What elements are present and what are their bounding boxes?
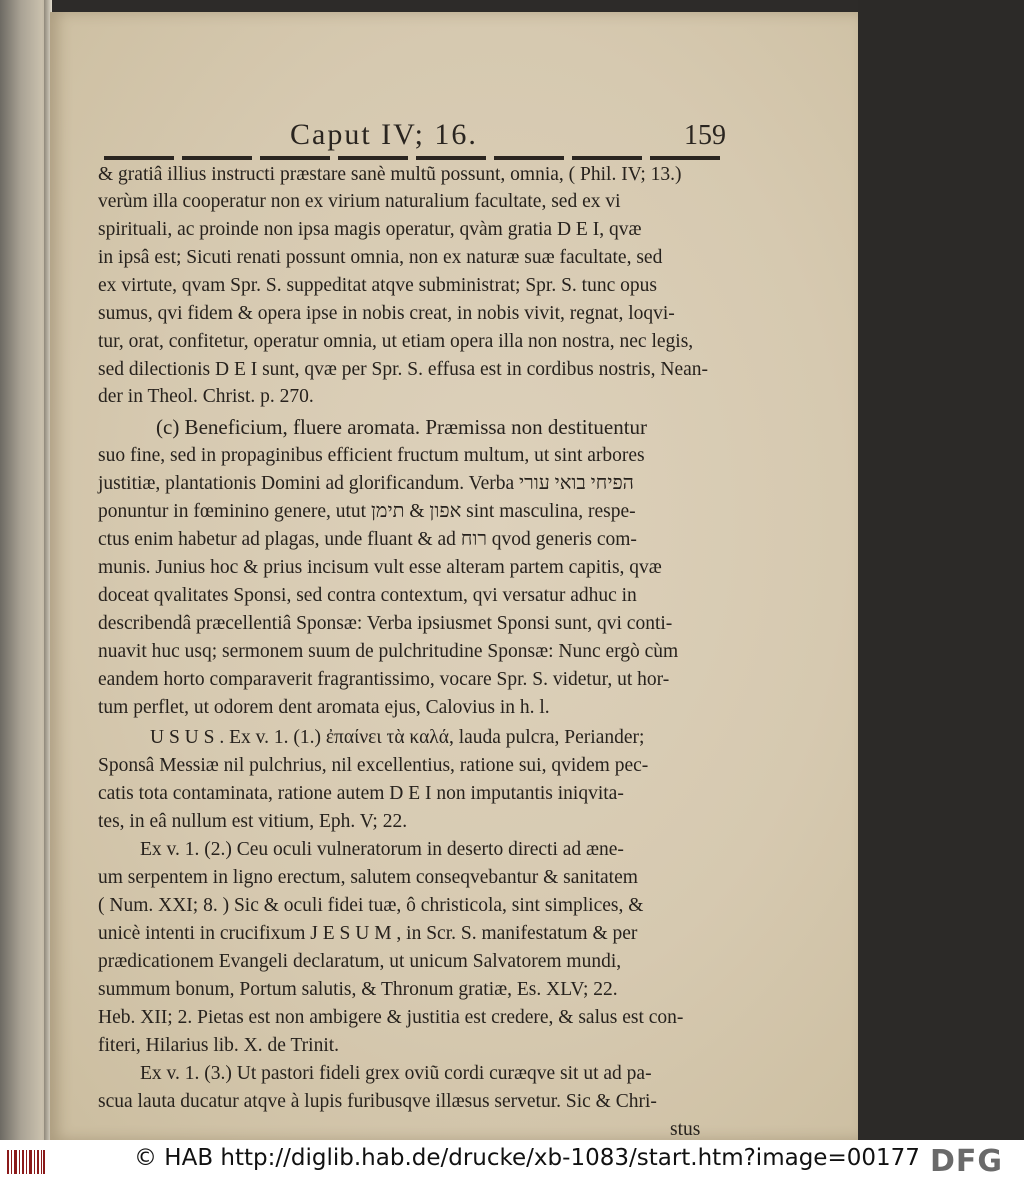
text-line: Sponsâ Messiæ nil pulchrius, nil excellentius, ratione sui, qvidem pec- [98, 755, 649, 776]
text-line: justitiæ, plantationis Domini ad glorificandum. Verba הפיחי בואי עורי [98, 473, 634, 494]
text-line: suo fine, sed in propaginibus efficient fructum multum, ut sint arbores [98, 445, 645, 466]
text-line: sumus, qvi fidem & opera ipse in nobis creat, in nobis vivit, regnat, loqvi- [98, 303, 675, 324]
text-line: summum bonum, Portum salutis, & Thronum gratiæ, Es. XLV; 22. [98, 979, 618, 1000]
text-line: in ipsâ est; Sicuti renati possunt omnia, non ex naturæ suæ facultate, sed [98, 247, 663, 268]
text-line: der in Theol. Christ. p. 270. [98, 386, 314, 407]
text-line: ctus enim habetur ad plagas, unde fluant & ad רוח qvod generis com- [98, 529, 637, 550]
text-line: spirituali, ac proinde non ipsa magis operatur, qvàm gratia D E I, qvæ [98, 219, 642, 240]
text-line: prædicationem Evangeli declaratum, ut unicum Salvatorem mundi, [98, 951, 622, 972]
text-line: Heb. XII; 2. Pietas est non ambigere & justitia est credere, & salus est con- [98, 1007, 684, 1028]
text-line: tes, in eâ nullum est vitium, Eph. V; 22. [98, 811, 408, 832]
text-line: fiteri, Hilarius lib. X. de Trinit. [98, 1035, 340, 1056]
text-line: eandem horto comparaverit fragrantissimo, vocare Spr. S. videtur, ut hor- [98, 669, 670, 690]
text-line: verùm illa cooperatur non ex virium naturalium facultate, sed ex vi [98, 191, 621, 212]
text-line: & gratiâ illius instructi præstare sanè multũ possunt, omnia, ( Phil. IV; 13.) [98, 164, 682, 185]
page-header [290, 118, 726, 158]
text-line: tum perflet, ut odorem dent aromata ejus, Calovius in h. l. [98, 697, 550, 718]
dfg-logo: DFG [930, 1144, 1004, 1179]
text-line: ( Num. XXI; 8. ) Sic & oculi fidei tuæ, ô christicola, sint simplices, & [98, 895, 644, 916]
text-line: Ex v. 1. (3.) Ut pastori fideli grex oviũ cordi curæqve sit ut ad pa- [140, 1063, 652, 1084]
text-line: ponuntur in fœminino genere, utut אפון & תימן sint masculina, respe- [98, 501, 636, 522]
text-line: (c) Beneficium, fluere aromata. Præmissa non destituentur [156, 415, 648, 439]
text-line: Ex v. 1. (2.) Ceu oculi vulneratorum in deserto directi ad æne- [140, 839, 624, 860]
text-line: scua lauta ducatur atqve à lupis furibusqve illæsus servetur. Sic & Chri- [98, 1091, 657, 1112]
text-line: ex virtute, qvam Spr. S. suppeditat atqve subministrat; Spr. S. tunc opus [98, 275, 657, 296]
running-title: Caput IV; 16. [290, 118, 478, 151]
text-line: um serpentem in ligno erectum, salutem conseqvebantur & sanitatem [98, 867, 638, 888]
text-line: nuavit huc usq; sermonem suum de pulchritudine Sponsæ: Nunc ergò cùm [98, 641, 679, 662]
text-line: describendâ præcellentiâ Sponsæ: Verba ipsiusmet Sponsi sunt, qvi conti- [98, 613, 673, 634]
text-line: tur, orat, confitetur, operatur omnia, ut etiam opera illa non nostra, nec legis, [98, 331, 694, 352]
footer-bar [0, 1140, 1024, 1182]
text-line: U S U S . Ex v. 1. (1.) ἐπαίνει τὰ καλά, lauda pulcra, Periander; [150, 727, 645, 748]
text-line: doceat qvalitates Sponsi, sed contra contextum, qvi versatur adhuc in [98, 585, 637, 606]
copyright-url: © HAB http://diglib.hab.de/drucke/xb-1083/start.htm?image=00177 [134, 1145, 920, 1171]
dark-background [858, 0, 1024, 1140]
text-line: catis tota contaminata, ratione autem D E I non imputantis iniqvita- [98, 783, 624, 804]
page-number: 159 [684, 120, 726, 151]
barcode-icon [6, 1148, 46, 1176]
text-line: sed dilectionis D E I sunt, qvæ per Spr. S. effusa est in cordibus nostris, Nean- [98, 359, 709, 380]
catchword: stus [670, 1119, 701, 1140]
text-line: unicè intenti in crucifixum J E S U M , in Scr. S. manifestatum & per [98, 923, 638, 944]
text-line: munis. Junius hoc & prius incisum vult esse alteram partem capitis, qvæ [98, 557, 662, 578]
